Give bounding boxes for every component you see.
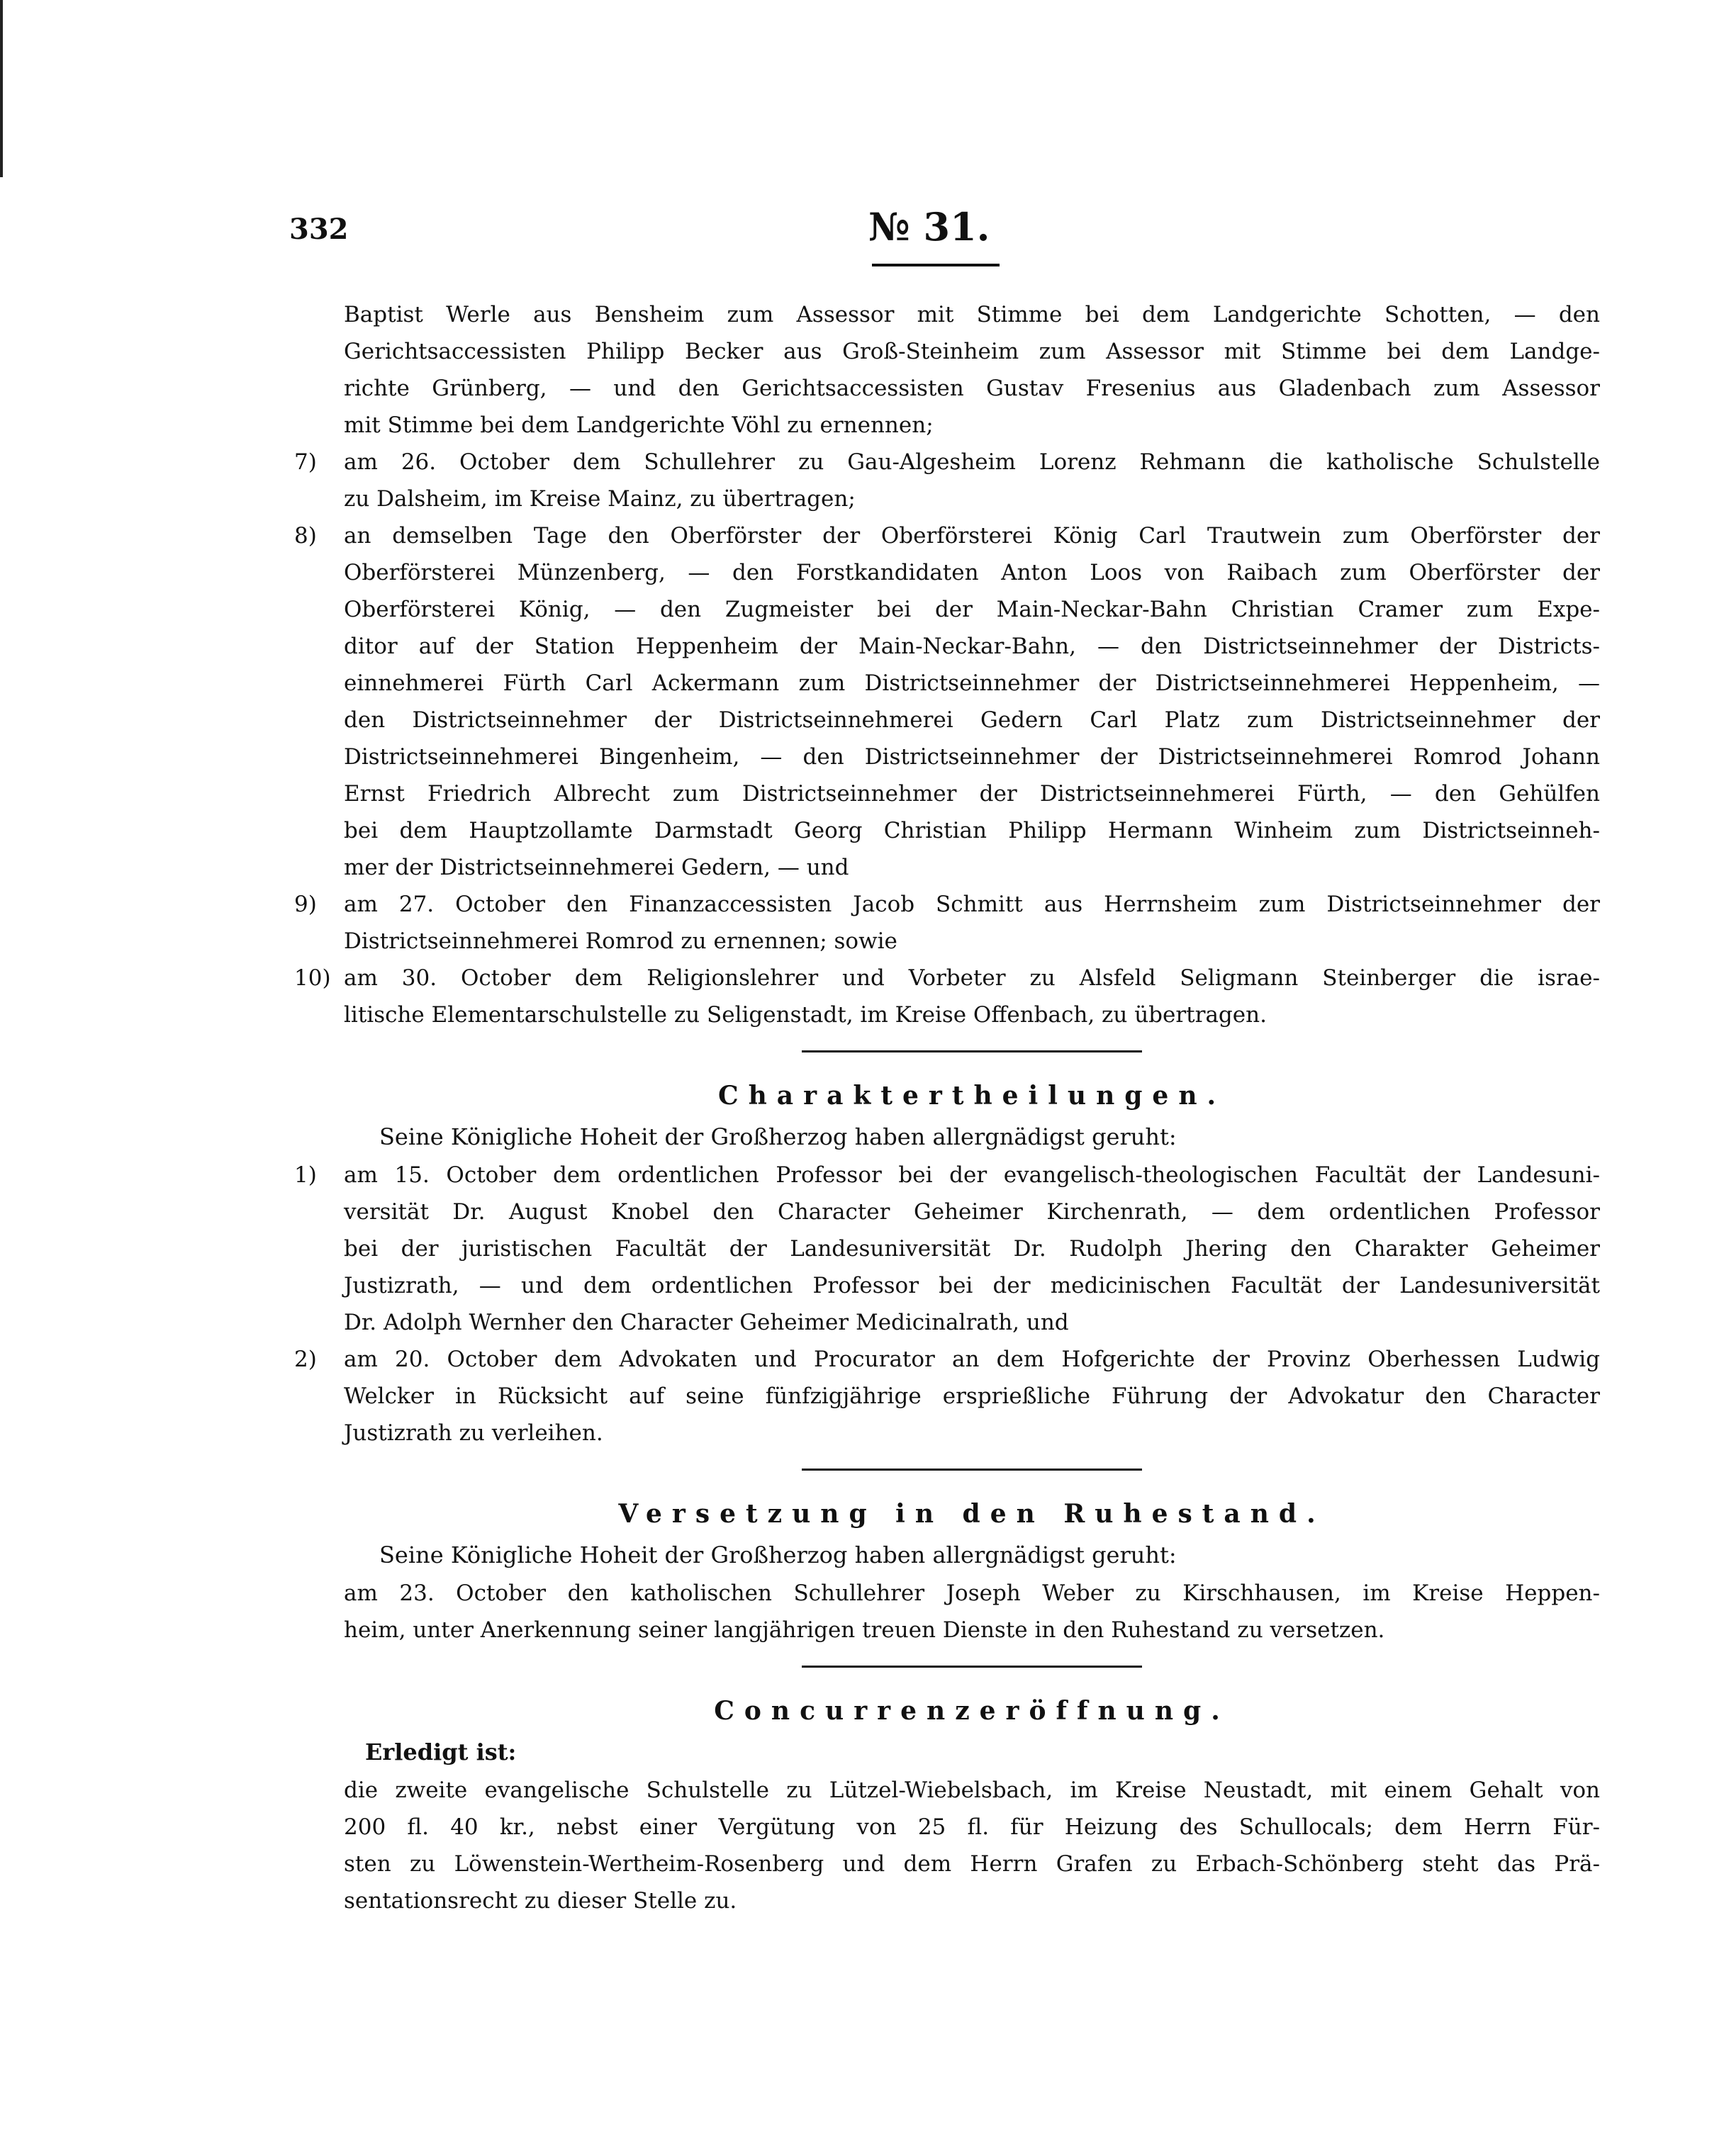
text-line: Oberförsterei König, — den Zugmeister bei der Main-Neckar-Bahn Christian Cramer zum Expe- [344, 597, 1600, 622]
text-line: sten zu Löwenstein-Wertheim-Rosenberg und dem Herrn Grafen zu Erbach-Schönberg steht das Prä- [344, 1851, 1600, 1877]
text-line: bei dem Hauptzollamte Darmstadt Georg Christian Philipp Hermann Winheim zum Districtseinneh- [344, 818, 1600, 843]
text-line: mer der Districtseinnehmerei Gedern, — und [344, 855, 849, 880]
text-line: Baptist Werle aus Bensheim zum Assessor mit Stimme bei dem Landgerichte Schotten, — den [344, 302, 1600, 327]
text-line: einnehmerei Fürth Carl Ackermann zum Districtseinnehmer der Districtseinnehmerei Heppenheim, — [344, 670, 1600, 696]
document-body [294, 296, 1600, 1919]
section-divider [344, 1452, 1600, 1493]
divider-line [802, 1666, 1142, 1668]
text-line: an demselben Tage den Oberförster der Oberförsterei König Carl Trautwein zum Oberförster der 8) [344, 517, 1600, 554]
paragraph [294, 960, 1600, 1033]
scan-edge-mark [0, 0, 3, 177]
paragraph [294, 1341, 1600, 1452]
text-line: am 27. October den Finanzaccessisten Jacob Schmitt aus Herrnsheim zum Districtseinnehmer der 9) [344, 886, 1600, 923]
paragraph [344, 1772, 1600, 1919]
text-line: am 15. October dem ordentlichen Professor bei der evangelisch-theologischen Facultät der Landesuni- 1) [344, 1157, 1600, 1194]
paragraph [294, 517, 1600, 886]
text-line: Dr. Adolph Wernher den Character Geheimer Medicinalrath, und [344, 1310, 1069, 1335]
divider-line [802, 1050, 1142, 1052]
section-intro: Erledigt ist: [365, 1739, 517, 1765]
item-number: 8) [294, 523, 317, 549]
section-heading: Versetzung in den Ruhestand. [618, 1499, 1326, 1529]
paragraph [344, 1575, 1600, 1649]
item-number: 1) [294, 1162, 317, 1188]
text-line: am 20. October dem Advokaten und Procurator an dem Hofgerichte der Provinz Oberhessen Ludwig 2) [344, 1341, 1600, 1378]
text-line: zu Dalsheim, im Kreise Mainz, zu übertragen; [344, 486, 856, 512]
section-heading: Concurrenzeröffnung. [714, 1696, 1230, 1726]
paragraph [294, 886, 1600, 960]
section-divider [344, 1033, 1600, 1074]
text-line: am 26. October dem Schullehrer zu Gau-Algesheim Lorenz Rehmann die katholische Schulstelle 7) [344, 444, 1600, 481]
text-line: 200 fl. 40 kr., nebst einer Vergütung von 25 fl. für Heizung des Schullocals; dem Herrn Für- [344, 1814, 1600, 1840]
text-line: Justizrath zu verleihen. [344, 1420, 603, 1446]
text-line: die zweite evangelische Schulstelle zu Lützel-Wiebelsbach, im Kreise Neustadt, mit einem Gehalt von [344, 1778, 1600, 1803]
paragraph [294, 1157, 1600, 1341]
text-line: versität Dr. August Knobel den Character Geheimer Kirchenrath, — dem ordentlichen Professor [344, 1199, 1600, 1225]
page-number: 332 [289, 213, 349, 246]
item-number: 2) [294, 1347, 317, 1372]
text-line: litische Elementarschulstelle zu Seligenstadt, im Kreise Offenbach, zu übertragen. [344, 1002, 1267, 1028]
section-intro: Seine Königliche Hoheit der Großherzog haben allergnädigst geruht: [379, 1123, 1177, 1150]
section-intro: Seine Königliche Hoheit der Großherzog haben allergnädigst geruht: [379, 1542, 1177, 1568]
paragraph [294, 444, 1600, 517]
divider-line [802, 1469, 1142, 1471]
paragraph [344, 296, 1600, 444]
text-line: Welcker in Rücksicht auf seine fünfzigjährige ersprießliche Führung der Advokatur den Character [344, 1383, 1600, 1409]
issue-number: № 31. [868, 204, 990, 249]
text-line: Ernst Friedrich Albrecht zum Districtseinnehmer der Districtseinnehmerei Fürth, — den Gehülfen [344, 781, 1600, 807]
text-line: mit Stimme bei dem Landgerichte Vöhl zu ernennen; [344, 412, 934, 438]
item-number: 9) [294, 892, 317, 917]
section-heading: Charaktertheilungen. [717, 1081, 1226, 1111]
text-line: heim, unter Anerkennung seiner langjährigen treuen Dienste in den Ruhestand zu versetzen. [344, 1617, 1385, 1643]
item-number: 10) [294, 965, 331, 991]
text-line: am 30. October dem Religionslehrer und Vorbeter zu Alsfeld Seligmann Steinberger die israe- 10) [344, 960, 1600, 996]
text-line: richte Grünberg, — und den Gerichtsaccessisten Gustav Fresenius aus Gladenbach zum Assessor [344, 376, 1600, 401]
text-line: bei der juristischen Facultät der Landesuniversität Dr. Rudolph Jhering den Charakter Geheimer [344, 1236, 1600, 1262]
text-line: Gerichtsaccessisten Philipp Becker aus Groß-Steinheim zum Assessor mit Stimme bei dem Landge- [344, 339, 1600, 364]
text-line: am 23. October den katholischen Schullehrer Joseph Weber zu Kirschhausen, im Kreise Heppen- [344, 1580, 1600, 1606]
text-line: den Districtseinnehmer der Districtseinnehmerei Gedern Carl Platz zum Districtseinnehmer der [344, 707, 1600, 733]
text-line: Oberförsterei Münzenberg, — den Forstkandidaten Anton Loos von Raibach zum Oberförster der [344, 560, 1600, 585]
text-line: sentationsrecht zu dieser Stelle zu. [344, 1888, 737, 1914]
text-line: Districtseinnehmerei Bingenheim, — den Districtseinnehmer der Districtseinnehmerei Romrod Johann [344, 744, 1600, 770]
text-line: Justizrath, — und dem ordentlichen Professor bei der medicinischen Facultät der Landesuniversität [344, 1273, 1600, 1298]
section-divider [344, 1649, 1600, 1690]
text-line: ditor auf der Station Heppenheim der Main-Neckar-Bahn, — den Districtseinnehmer der Districts- [344, 634, 1600, 659]
text-line: Districtseinnehmerei Romrod zu ernennen; sowie [344, 928, 897, 954]
item-number: 7) [294, 449, 317, 475]
issue-underline [872, 264, 1000, 266]
